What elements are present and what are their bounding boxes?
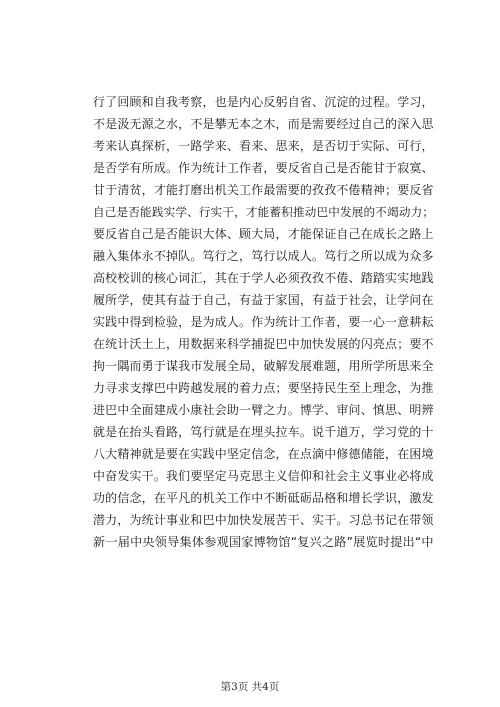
text-line: 功的信念，在平凡的机关工作中不断砥砺品格和增长学识，激发 bbox=[93, 491, 434, 505]
text-line: 要反省自己是否能识大体、顾大局，才能保证自己在成长之路上 bbox=[93, 227, 434, 241]
text-line: 拘一隅而勇于谋我市发展全局，破解发展难题，用所学所思来全 bbox=[93, 359, 434, 373]
text-line: 考来认真探析，一路学来、看来、思来，是否切于实际、可行， bbox=[93, 139, 434, 153]
text-line: 履所学，使其有益于自己，有益于家国，有益于社会，让学问在 bbox=[93, 293, 434, 307]
text-line: 不是汲无源之水，不是攀无本之木，而是需要经过自己的深入思 bbox=[93, 117, 434, 131]
page-footer: 第3页 共4页 bbox=[220, 681, 280, 693]
text-line: 融入集体永不掉队。笃行之，笃行以成人。笃行之所以成为众多 bbox=[93, 249, 434, 263]
text-line: 进巴中全面建成小康社会助一臂之力。博学、审问、慎思、明辨 bbox=[93, 403, 434, 417]
text-line: 力寻求支撑巴中跨越发展的着力点；要坚持民生至上理念，为推 bbox=[93, 381, 434, 395]
text-line: 就是在抬头看路，笃行就是在埋头拉车。说千道万，学习党的十 bbox=[93, 425, 434, 439]
text-line: 实践中得到检验，是为成人。作为统计工作者，要一心一意耕耘 bbox=[93, 315, 434, 329]
text-line: 高校校训的核心词汇，其在于学人必须孜孜不倦、踏踏实实地践 bbox=[93, 271, 434, 285]
body-text bbox=[93, 91, 433, 553]
text-line: 潜力，为统计事业和巴中加快发展苦干、实干。习总书记在带领 bbox=[93, 513, 434, 527]
text-line: 八大精神就是要在实践中坚定信念，在点滴中修德储能，在困境 bbox=[93, 447, 434, 461]
text-line: 行了回顾和自我考察，也是内心反躬自省、沉淀的过程。学习， bbox=[93, 95, 434, 109]
text-line: 甘于清贫，才能打磨出机关工作最需要的孜孜不倦精神；要反省 bbox=[93, 183, 434, 197]
text-line: 中奋发实干。我们要坚定马克思主义信仰和社会主义事业必将成 bbox=[93, 469, 434, 483]
text-line: 新一届中央领导集体参观国家博物馆“复兴之路”展览时提出“中 bbox=[93, 535, 434, 549]
text-line: 是否学有所成。作为统计工作者，要反省自己是否能甘于寂寞、 bbox=[93, 161, 434, 175]
text-line: 自己是否能践实学、行实干，才能蓄积推动巴中发展的不竭动力； bbox=[93, 205, 435, 219]
text-line: 在统计沃土上，用数据来科学捕捉巴中加快发展的闪亮点；要不 bbox=[93, 337, 434, 351]
